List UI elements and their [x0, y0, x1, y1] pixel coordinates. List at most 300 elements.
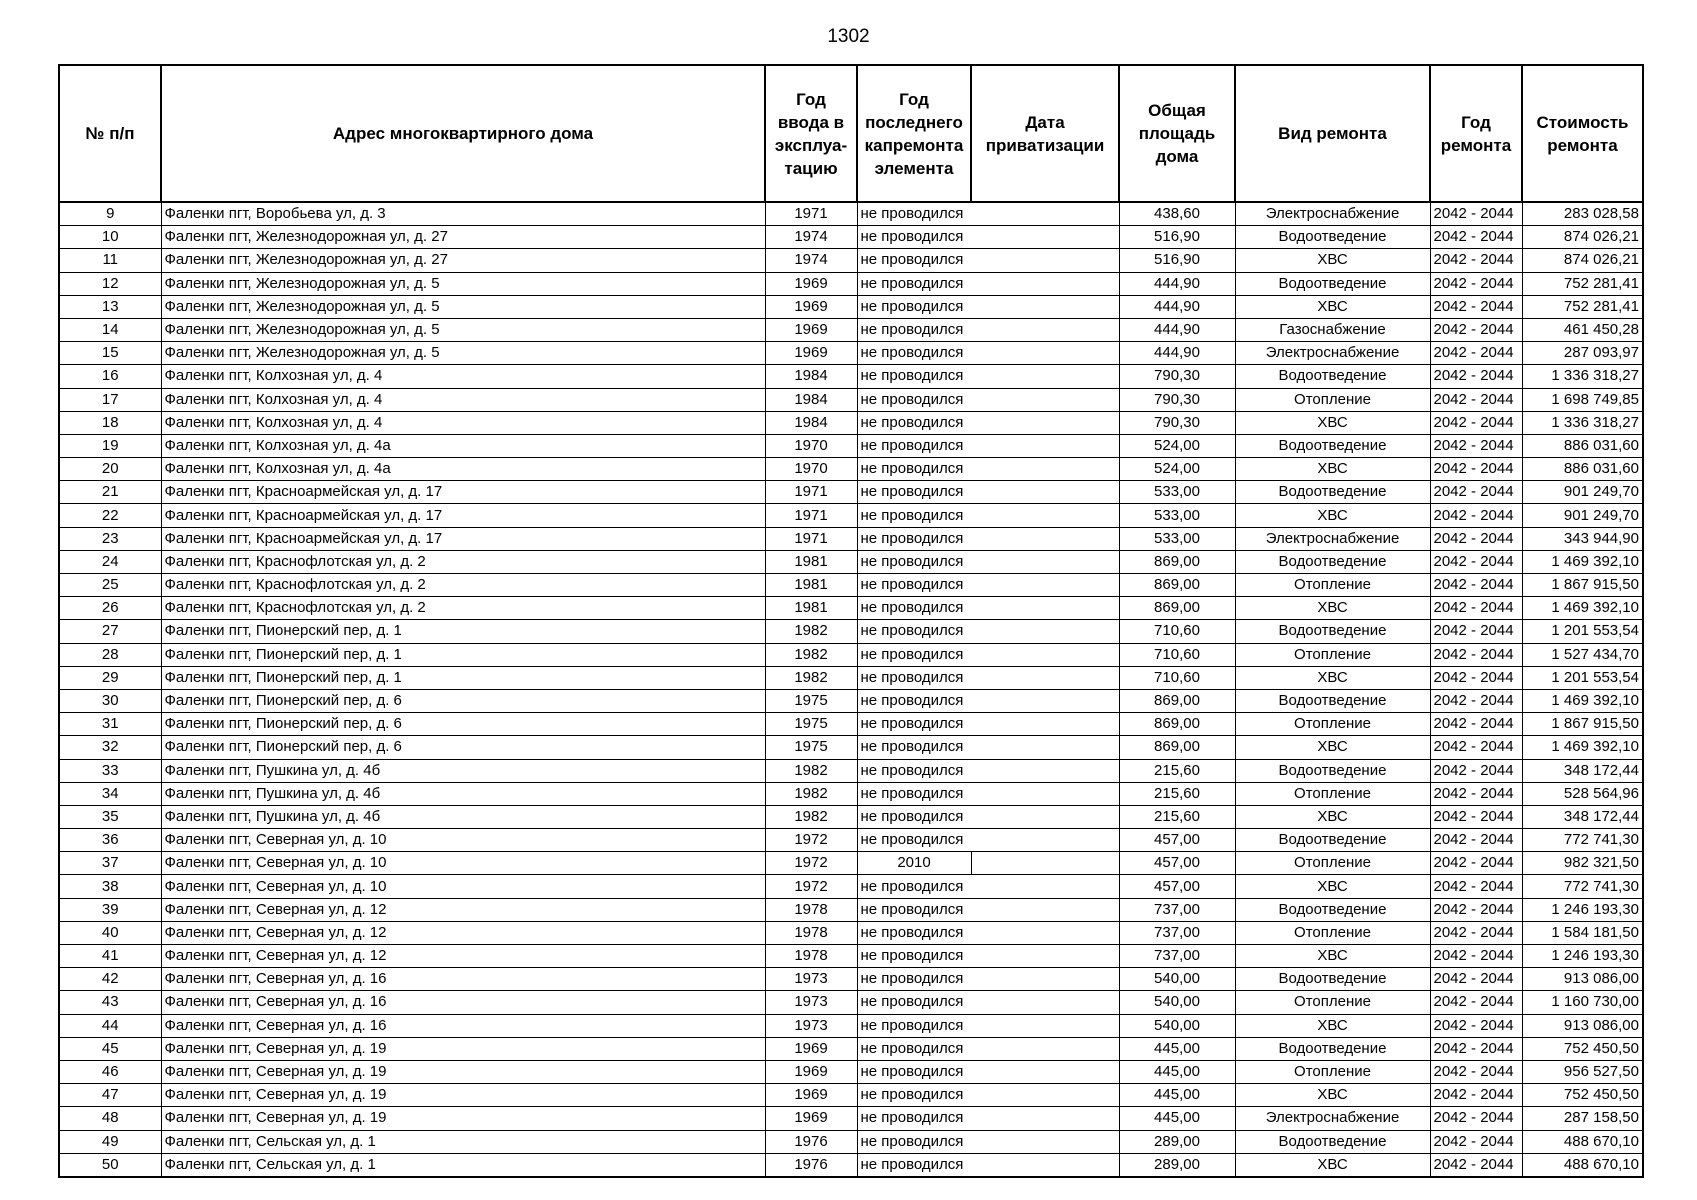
cell-year-built: 1971 [765, 481, 857, 504]
cell-repair-year: 2042 - 2044 [1430, 991, 1522, 1014]
cell-year-built: 1982 [765, 805, 857, 828]
cell-area: 737,00 [1119, 921, 1235, 944]
table-row [59, 318, 1643, 341]
cell-address: Фаленки пгт, Железнодорожная ул, д. 27 [161, 249, 765, 272]
cell-year-built: 1974 [765, 226, 857, 249]
cell-repair-year: 2042 - 2044 [1430, 1037, 1522, 1060]
cell-cost: 287 158,50 [1522, 1107, 1643, 1130]
cell-last-repair: не проводился [857, 434, 971, 457]
cell-num: 16 [59, 365, 161, 388]
cell-address: Фаленки пгт, Колхозная ул, д. 4 [161, 388, 765, 411]
cell-last-repair: не проводился [857, 805, 971, 828]
cell-address: Фаленки пгт, Северная ул, д. 19 [161, 1060, 765, 1083]
cell-year-built: 1978 [765, 921, 857, 944]
cell-area: 710,60 [1119, 643, 1235, 666]
cell-repair-kind: Отопление [1235, 852, 1430, 875]
cell-repair-kind: ХВС [1235, 458, 1430, 481]
cell-repair-kind: Газоснабжение [1235, 318, 1430, 341]
cell-cost: 1 867 915,50 [1522, 574, 1643, 597]
cell-privatization [971, 689, 1119, 712]
cell-cost: 752 450,50 [1522, 1084, 1643, 1107]
cell-address: Фаленки пгт, Колхозная ул, д. 4а [161, 434, 765, 457]
cell-privatization [971, 342, 1119, 365]
cell-cost: 901 249,70 [1522, 504, 1643, 527]
cell-cost: 901 249,70 [1522, 481, 1643, 504]
cell-repair-kind: Водоотведение [1235, 365, 1430, 388]
cell-address: Фаленки пгт, Северная ул, д. 19 [161, 1084, 765, 1107]
cell-year-built: 1973 [765, 1014, 857, 1037]
cell-repair-kind: Водоотведение [1235, 620, 1430, 643]
cell-address: Фаленки пгт, Красноармейская ул, д. 17 [161, 504, 765, 527]
cell-address: Фаленки пгт, Железнодорожная ул, д. 27 [161, 226, 765, 249]
cell-address: Фаленки пгт, Северная ул, д. 10 [161, 852, 765, 875]
cell-repair-kind: ХВС [1235, 249, 1430, 272]
cell-cost: 343 944,90 [1522, 527, 1643, 550]
cell-privatization [971, 504, 1119, 527]
table-row [59, 550, 1643, 573]
table-row [59, 852, 1643, 875]
cell-repair-kind: Отопление [1235, 782, 1430, 805]
cell-year-built: 1969 [765, 295, 857, 318]
cell-repair-kind: Электроснабжение [1235, 202, 1430, 226]
cell-area: 215,60 [1119, 782, 1235, 805]
cell-area: 457,00 [1119, 852, 1235, 875]
table-row [59, 643, 1643, 666]
cell-year-built: 1984 [765, 365, 857, 388]
cell-repair-kind: Электроснабжение [1235, 342, 1430, 365]
cell-privatization [971, 620, 1119, 643]
table-row [59, 736, 1643, 759]
cell-repair-year: 2042 - 2044 [1430, 434, 1522, 457]
cell-repair-year: 2042 - 2044 [1430, 620, 1522, 643]
cell-cost: 1 527 434,70 [1522, 643, 1643, 666]
cell-address: Фаленки пгт, Северная ул, д. 16 [161, 968, 765, 991]
cell-privatization [971, 782, 1119, 805]
cell-last-repair: не проводился [857, 295, 971, 318]
cell-repair-year: 2042 - 2044 [1430, 968, 1522, 991]
cell-area: 869,00 [1119, 689, 1235, 712]
cell-area: 444,90 [1119, 295, 1235, 318]
cell-address: Фаленки пгт, Пионерский пер, д. 6 [161, 713, 765, 736]
cell-repair-year: 2042 - 2044 [1430, 550, 1522, 573]
cell-repair-kind: ХВС [1235, 1084, 1430, 1107]
cell-num: 36 [59, 829, 161, 852]
cell-year-built: 1969 [765, 272, 857, 295]
cell-repair-year: 2042 - 2044 [1430, 829, 1522, 852]
cell-last-repair: не проводился [857, 481, 971, 504]
cell-repair-year: 2042 - 2044 [1430, 689, 1522, 712]
cell-repair-year: 2042 - 2044 [1430, 852, 1522, 875]
cell-last-repair: не проводился [857, 411, 971, 434]
cell-num: 28 [59, 643, 161, 666]
cell-repair-year: 2042 - 2044 [1430, 875, 1522, 898]
cell-address: Фаленки пгт, Краснофлотская ул, д. 2 [161, 597, 765, 620]
cell-last-repair: не проводился [857, 991, 971, 1014]
table-row [59, 945, 1643, 968]
table-body [59, 202, 1643, 1177]
cell-repair-year: 2042 - 2044 [1430, 574, 1522, 597]
cell-privatization [971, 226, 1119, 249]
cell-repair-kind: Водоотведение [1235, 481, 1430, 504]
cell-privatization [971, 1130, 1119, 1153]
cell-repair-year: 2042 - 2044 [1430, 1153, 1522, 1177]
cell-address: Фаленки пгт, Сельская ул, д. 1 [161, 1153, 765, 1177]
cell-area: 533,00 [1119, 504, 1235, 527]
cell-area: 710,60 [1119, 666, 1235, 689]
header-last-repair: Год последнего капремонта элемента [857, 65, 971, 202]
repair-table [58, 64, 1644, 1178]
table-row [59, 272, 1643, 295]
table-row [59, 1084, 1643, 1107]
cell-last-repair: не проводился [857, 945, 971, 968]
cell-repair-kind: Водоотведение [1235, 550, 1430, 573]
cell-cost: 982 321,50 [1522, 852, 1643, 875]
cell-num: 45 [59, 1037, 161, 1060]
page-number: 1302 [827, 26, 870, 47]
cell-num: 39 [59, 898, 161, 921]
cell-last-repair: не проводился [857, 550, 971, 573]
cell-privatization [971, 550, 1119, 573]
cell-year-built: 1969 [765, 1107, 857, 1130]
cell-cost: 488 670,10 [1522, 1153, 1643, 1177]
table-row [59, 875, 1643, 898]
cell-repair-year: 2042 - 2044 [1430, 805, 1522, 828]
cell-privatization [971, 991, 1119, 1014]
cell-repair-kind: Водоотведение [1235, 759, 1430, 782]
cell-area: 524,00 [1119, 458, 1235, 481]
table-row [59, 342, 1643, 365]
cell-repair-kind: Водоотведение [1235, 829, 1430, 852]
cell-year-built: 1974 [765, 249, 857, 272]
cell-repair-kind: ХВС [1235, 736, 1430, 759]
cell-cost: 287 093,97 [1522, 342, 1643, 365]
table-row [59, 527, 1643, 550]
cell-privatization [971, 481, 1119, 504]
cell-num: 22 [59, 504, 161, 527]
cell-address: Фаленки пгт, Пионерский пер, д. 6 [161, 736, 765, 759]
cell-last-repair: не проводился [857, 1014, 971, 1037]
cell-last-repair: не проводился [857, 713, 971, 736]
table-row [59, 365, 1643, 388]
cell-repair-year: 2042 - 2044 [1430, 1130, 1522, 1153]
cell-repair-kind: ХВС [1235, 411, 1430, 434]
cell-year-built: 1978 [765, 945, 857, 968]
header-area: Общая площадь дома [1119, 65, 1235, 202]
cell-privatization [971, 458, 1119, 481]
cell-cost: 956 527,50 [1522, 1060, 1643, 1083]
cell-year-built: 1975 [765, 689, 857, 712]
cell-cost: 1 336 318,27 [1522, 365, 1643, 388]
cell-repair-kind: Отопление [1235, 643, 1430, 666]
cell-last-repair: не проводился [857, 643, 971, 666]
cell-area: 869,00 [1119, 597, 1235, 620]
cell-privatization [971, 527, 1119, 550]
cell-address: Фаленки пгт, Колхозная ул, д. 4 [161, 411, 765, 434]
cell-area: 215,60 [1119, 805, 1235, 828]
cell-repair-kind: Отопление [1235, 388, 1430, 411]
cell-area: 444,90 [1119, 318, 1235, 341]
cell-area: 540,00 [1119, 991, 1235, 1014]
cell-privatization [971, 1014, 1119, 1037]
cell-year-built: 1971 [765, 527, 857, 550]
header-repair-kind: Вид ремонта [1235, 65, 1430, 202]
cell-repair-kind: Водоотведение [1235, 226, 1430, 249]
cell-address: Фаленки пгт, Северная ул, д. 19 [161, 1107, 765, 1130]
cell-area: 737,00 [1119, 898, 1235, 921]
cell-last-repair: не проводился [857, 759, 971, 782]
cell-last-repair: не проводился [857, 1107, 971, 1130]
cell-num: 35 [59, 805, 161, 828]
cell-privatization [971, 365, 1119, 388]
cell-area: 289,00 [1119, 1153, 1235, 1177]
cell-address: Фаленки пгт, Пионерский пер, д. 1 [161, 643, 765, 666]
cell-cost: 283 028,58 [1522, 202, 1643, 226]
cell-area: 533,00 [1119, 481, 1235, 504]
cell-num: 19 [59, 434, 161, 457]
cell-repair-year: 2042 - 2044 [1430, 666, 1522, 689]
cell-repair-year: 2042 - 2044 [1430, 782, 1522, 805]
cell-address: Фаленки пгт, Северная ул, д. 16 [161, 991, 765, 1014]
cell-area: 516,90 [1119, 249, 1235, 272]
cell-num: 17 [59, 388, 161, 411]
cell-area: 289,00 [1119, 1130, 1235, 1153]
cell-year-built: 1969 [765, 1084, 857, 1107]
cell-year-built: 1969 [765, 1060, 857, 1083]
cell-year-built: 1982 [765, 620, 857, 643]
cell-last-repair: не проводился [857, 574, 971, 597]
header-year-built: Год ввода в эксплуа-тацию [765, 65, 857, 202]
cell-num: 41 [59, 945, 161, 968]
cell-cost: 874 026,21 [1522, 249, 1643, 272]
cell-year-built: 1975 [765, 713, 857, 736]
cell-repair-year: 2042 - 2044 [1430, 342, 1522, 365]
cell-area: 737,00 [1119, 945, 1235, 968]
cell-repair-year: 2042 - 2044 [1430, 318, 1522, 341]
cell-address: Фаленки пгт, Железнодорожная ул, д. 5 [161, 318, 765, 341]
cell-num: 30 [59, 689, 161, 712]
cell-cost: 348 172,44 [1522, 805, 1643, 828]
cell-cost: 488 670,10 [1522, 1130, 1643, 1153]
cell-repair-year: 2042 - 2044 [1430, 226, 1522, 249]
cell-cost: 886 031,60 [1522, 458, 1643, 481]
table-row [59, 991, 1643, 1014]
cell-cost: 752 450,50 [1522, 1037, 1643, 1060]
cell-repair-year: 2042 - 2044 [1430, 1014, 1522, 1037]
cell-last-repair: не проводился [857, 968, 971, 991]
cell-privatization [971, 643, 1119, 666]
cell-num: 13 [59, 295, 161, 318]
cell-repair-year: 2042 - 2044 [1430, 643, 1522, 666]
cell-cost: 1 867 915,50 [1522, 713, 1643, 736]
cell-privatization [971, 759, 1119, 782]
cell-num: 49 [59, 1130, 161, 1153]
cell-last-repair: не проводился [857, 1153, 971, 1177]
cell-area: 445,00 [1119, 1107, 1235, 1130]
cell-num: 47 [59, 1084, 161, 1107]
cell-last-repair: не проводился [857, 736, 971, 759]
cell-repair-kind: ХВС [1235, 295, 1430, 318]
cell-privatization [971, 736, 1119, 759]
table-row [59, 1037, 1643, 1060]
cell-num: 50 [59, 1153, 161, 1177]
cell-address: Фаленки пгт, Красноармейская ул, д. 17 [161, 481, 765, 504]
cell-num: 10 [59, 226, 161, 249]
cell-privatization [971, 434, 1119, 457]
cell-privatization [971, 411, 1119, 434]
cell-num: 29 [59, 666, 161, 689]
cell-last-repair: не проводился [857, 921, 971, 944]
cell-address: Фаленки пгт, Сельская ул, д. 1 [161, 1130, 765, 1153]
cell-area: 540,00 [1119, 968, 1235, 991]
table-row [59, 1130, 1643, 1153]
cell-repair-kind: ХВС [1235, 666, 1430, 689]
cell-last-repair: не проводился [857, 898, 971, 921]
cell-repair-kind: ХВС [1235, 504, 1430, 527]
cell-year-built: 1976 [765, 1130, 857, 1153]
cell-last-repair: не проводился [857, 458, 971, 481]
table-row [59, 388, 1643, 411]
cell-year-built: 1970 [765, 458, 857, 481]
cell-repair-kind: Отопление [1235, 921, 1430, 944]
cell-privatization [971, 1084, 1119, 1107]
cell-year-built: 1975 [765, 736, 857, 759]
table-row [59, 1014, 1643, 1037]
cell-privatization [971, 875, 1119, 898]
cell-last-repair: 2010 [857, 852, 971, 875]
cell-repair-year: 2042 - 2044 [1430, 1107, 1522, 1130]
cell-repair-year: 2042 - 2044 [1430, 1084, 1522, 1107]
cell-privatization [971, 829, 1119, 852]
cell-num: 38 [59, 875, 161, 898]
header-address: Адрес многоквартирного дома [161, 65, 765, 202]
cell-year-built: 1981 [765, 550, 857, 573]
cell-address: Фаленки пгт, Пушкина ул, д. 4б [161, 759, 765, 782]
cell-num: 34 [59, 782, 161, 805]
cell-privatization [971, 1107, 1119, 1130]
cell-privatization [971, 898, 1119, 921]
cell-area: 790,30 [1119, 365, 1235, 388]
cell-num: 18 [59, 411, 161, 434]
cell-address: Фаленки пгт, Железнодорожная ул, д. 5 [161, 272, 765, 295]
cell-year-built: 1981 [765, 574, 857, 597]
cell-last-repair: не проводился [857, 202, 971, 226]
cell-num: 20 [59, 458, 161, 481]
cell-year-built: 1972 [765, 829, 857, 852]
header-num: № п/п [59, 65, 161, 202]
table-row [59, 411, 1643, 434]
cell-repair-kind: Водоотведение [1235, 968, 1430, 991]
cell-cost: 528 564,96 [1522, 782, 1643, 805]
cell-repair-year: 2042 - 2044 [1430, 295, 1522, 318]
cell-privatization [971, 272, 1119, 295]
cell-area: 444,90 [1119, 342, 1235, 365]
cell-cost: 1 469 392,10 [1522, 736, 1643, 759]
cell-privatization [971, 1060, 1119, 1083]
cell-address: Фаленки пгт, Северная ул, д. 10 [161, 875, 765, 898]
cell-privatization [971, 921, 1119, 944]
header-cost: Стоимость ремонта [1522, 65, 1643, 202]
table-row [59, 295, 1643, 318]
cell-num: 44 [59, 1014, 161, 1037]
header-privatization: Дата приватизации [971, 65, 1119, 202]
cell-privatization [971, 1037, 1119, 1060]
cell-year-built: 1972 [765, 852, 857, 875]
cell-year-built: 1971 [765, 202, 857, 226]
cell-repair-year: 2042 - 2044 [1430, 921, 1522, 944]
table-row [59, 759, 1643, 782]
cell-address: Фаленки пгт, Северная ул, д. 19 [161, 1037, 765, 1060]
cell-cost: 913 086,00 [1522, 1014, 1643, 1037]
cell-repair-year: 2042 - 2044 [1430, 504, 1522, 527]
cell-repair-year: 2042 - 2044 [1430, 388, 1522, 411]
cell-cost: 752 281,41 [1522, 272, 1643, 295]
cell-privatization [971, 597, 1119, 620]
cell-year-built: 1971 [765, 504, 857, 527]
table-row [59, 574, 1643, 597]
cell-address: Фаленки пгт, Пушкина ул, д. 4б [161, 805, 765, 828]
cell-address: Фаленки пгт, Воробьева ул, д. 3 [161, 202, 765, 226]
cell-area: 524,00 [1119, 434, 1235, 457]
cell-repair-kind: Водоотведение [1235, 1130, 1430, 1153]
table-row [59, 504, 1643, 527]
cell-year-built: 1970 [765, 434, 857, 457]
cell-privatization [971, 202, 1119, 226]
cell-repair-year: 2042 - 2044 [1430, 898, 1522, 921]
cell-year-built: 1969 [765, 1037, 857, 1060]
cell-cost: 1 201 553,54 [1522, 620, 1643, 643]
cell-address: Фаленки пгт, Северная ул, д. 12 [161, 898, 765, 921]
cell-year-built: 1982 [765, 782, 857, 805]
cell-num: 48 [59, 1107, 161, 1130]
cell-repair-kind: Водоотведение [1235, 434, 1430, 457]
cell-cost: 772 741,30 [1522, 829, 1643, 852]
cell-repair-kind: ХВС [1235, 597, 1430, 620]
cell-address: Фаленки пгт, Железнодорожная ул, д. 5 [161, 342, 765, 365]
cell-area: 533,00 [1119, 527, 1235, 550]
cell-last-repair: не проводился [857, 1037, 971, 1060]
cell-area: 869,00 [1119, 574, 1235, 597]
cell-year-built: 1973 [765, 991, 857, 1014]
cell-area: 869,00 [1119, 736, 1235, 759]
cell-year-built: 1976 [765, 1153, 857, 1177]
cell-last-repair: не проводился [857, 1084, 971, 1107]
cell-num: 24 [59, 550, 161, 573]
cell-repair-kind: ХВС [1235, 805, 1430, 828]
cell-year-built: 1982 [765, 759, 857, 782]
cell-cost: 752 281,41 [1522, 295, 1643, 318]
cell-privatization [971, 666, 1119, 689]
cell-area: 869,00 [1119, 713, 1235, 736]
cell-last-repair: не проводился [857, 666, 971, 689]
cell-cost: 1 336 318,27 [1522, 411, 1643, 434]
cell-year-built: 1981 [765, 597, 857, 620]
cell-repair-year: 2042 - 2044 [1430, 527, 1522, 550]
cell-repair-kind: ХВС [1235, 1014, 1430, 1037]
table-row [59, 782, 1643, 805]
cell-address: Фаленки пгт, Северная ул, д. 10 [161, 829, 765, 852]
cell-area: 445,00 [1119, 1084, 1235, 1107]
cell-year-built: 1978 [765, 898, 857, 921]
cell-last-repair: не проводился [857, 689, 971, 712]
table-row [59, 829, 1643, 852]
cell-address: Фаленки пгт, Железнодорожная ул, д. 5 [161, 295, 765, 318]
cell-address: Фаленки пгт, Колхозная ул, д. 4 [161, 365, 765, 388]
cell-privatization [971, 852, 1119, 875]
cell-last-repair: не проводился [857, 249, 971, 272]
cell-repair-year: 2042 - 2044 [1430, 272, 1522, 295]
table-row [59, 1107, 1643, 1130]
cell-last-repair: не проводился [857, 365, 971, 388]
